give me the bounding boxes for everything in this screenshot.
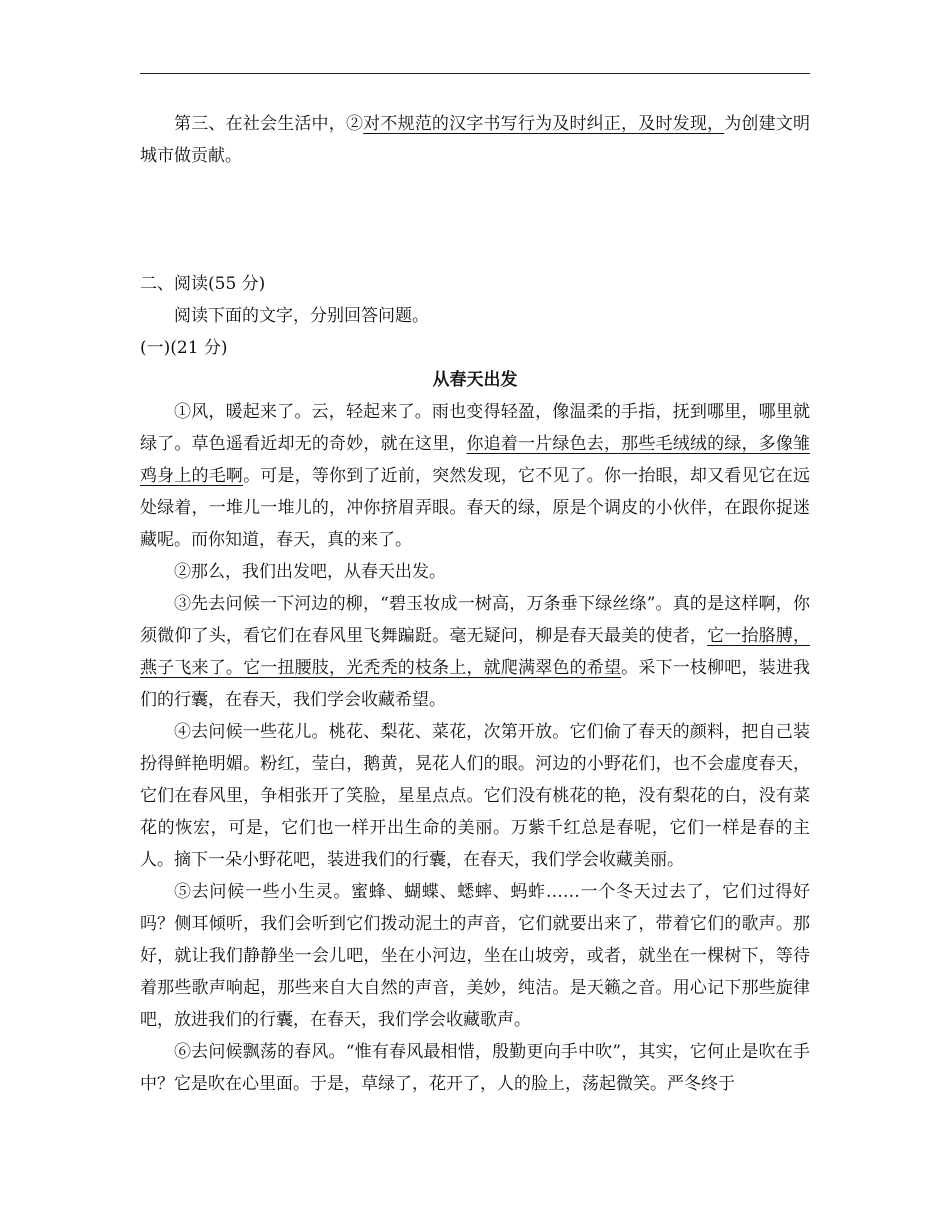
p3-text-a: ③先去问候一下河边的柳，“碧玉妆成一树高，万条垂下绿丝绦”。真的是这样啊，你须微仰了头，看它们在春风里飞舞蹁跹。毫无疑问，柳是春天最美的使者， (140, 594, 810, 646)
p1-underlined: 你追着一片绿色去，那些毛绒绒的绿，多像雏鸡身上的毛啊 (140, 434, 810, 486)
section-instruction: 阅读下面的文字，分别回答问题。 (174, 306, 429, 326)
intro-underlined: 对不规范的汉字书写行为及时纠正，及时发现， (363, 114, 725, 134)
intro-tail: 为创建文明城市做贡献。 (140, 114, 811, 166)
part-label: (一)(21 分) (140, 338, 228, 358)
document-page (140, 108, 810, 1100)
section-heading: 二、阅读(55 分) (140, 274, 266, 294)
paragraph-4: ④去问候一些花儿。桃花、梨花、菜花，次第开放。它们偷了春天的颜料，把自己装扮得鲜艳明媚。粉红，莹白，鹅黄，晃花人们的眼。河边的小野花们，也不会虚度春天，它们在春风里，争相张开了笑脸，星星点点。它们没有桃花的艳，没有梨花的白，没有菜花的恢宏，可是，它们也一样开出生命的美丽。万紫千红总是春呢，它们一样是春的主人。摘下一朵小野花吧，装进我们的行囊，在春天，我们学会收藏美丽。 (140, 722, 810, 870)
intro-lead: 第三、在社会生活中，② (174, 114, 364, 134)
paragraph-3 (140, 588, 810, 716)
paragraph-1 (140, 396, 810, 556)
paragraph-6: ⑥去问候飘荡的春风。“惟有春风最相惜，殷勤更向手中吹”，其实，它何止是吹在手中？它是吹在心里面。于是，草绿了，花开了，人的脸上，荡起微笑。严冬终于 (140, 1042, 810, 1094)
paragraph-5: ⑤去问候一些小生灵。蜜蜂、蝴蝶、蟋蟀、蚂蚱……一个冬天过去了，它们过得好吗？侧耳倾听，我们会听到它们拨动泥土的声音，它们就要出来了，带着它们的歌声。那好，就让我们静静坐一会儿吧，坐在小河边，坐在山坡旁，或者，就坐在一棵树下，等待着那些歌声响起，那些来自大自然的声音，美妙，纯洁。是天籁之音。用心记下那些旋律吧，放进我们的行囊，在春天，我们学会收藏歌声。 (140, 882, 810, 1030)
intro-paragraph (140, 108, 810, 172)
p3-text-b: 。采下一枝柳吧，装进我们的行囊，在春天，我们学会收藏希望。 (140, 658, 811, 710)
p3-underlined: 它一抬胳膊，燕子飞来了。它一扭腰肢，光秃秃的枝条上，就爬满翠色的希望 (140, 626, 810, 678)
article-title: 从春天出发 (432, 370, 518, 390)
spacer (140, 172, 810, 268)
p1-text-b: 。可是，等你到了近前，突然发现，它不见了。你一抬眼，却又看见它在远处绿着，一堆儿一堆儿的，冲你挤眉弄眼。春天的绿，原是个调皮的小伙伴，在跟你捉迷藏呢。而你知道，春天，真的来了。 (140, 466, 811, 550)
paragraph-2: ②那么，我们出发吧，从春天出发。 (174, 562, 446, 582)
header-rule (140, 73, 810, 74)
p1-text-a: ①风，暖起来了。云，轻起来了。雨也变得轻盈，像温柔的手指，抚到哪里，哪里就绿了。草色遥看近却无的奇妙，就在这里， (140, 402, 810, 454)
